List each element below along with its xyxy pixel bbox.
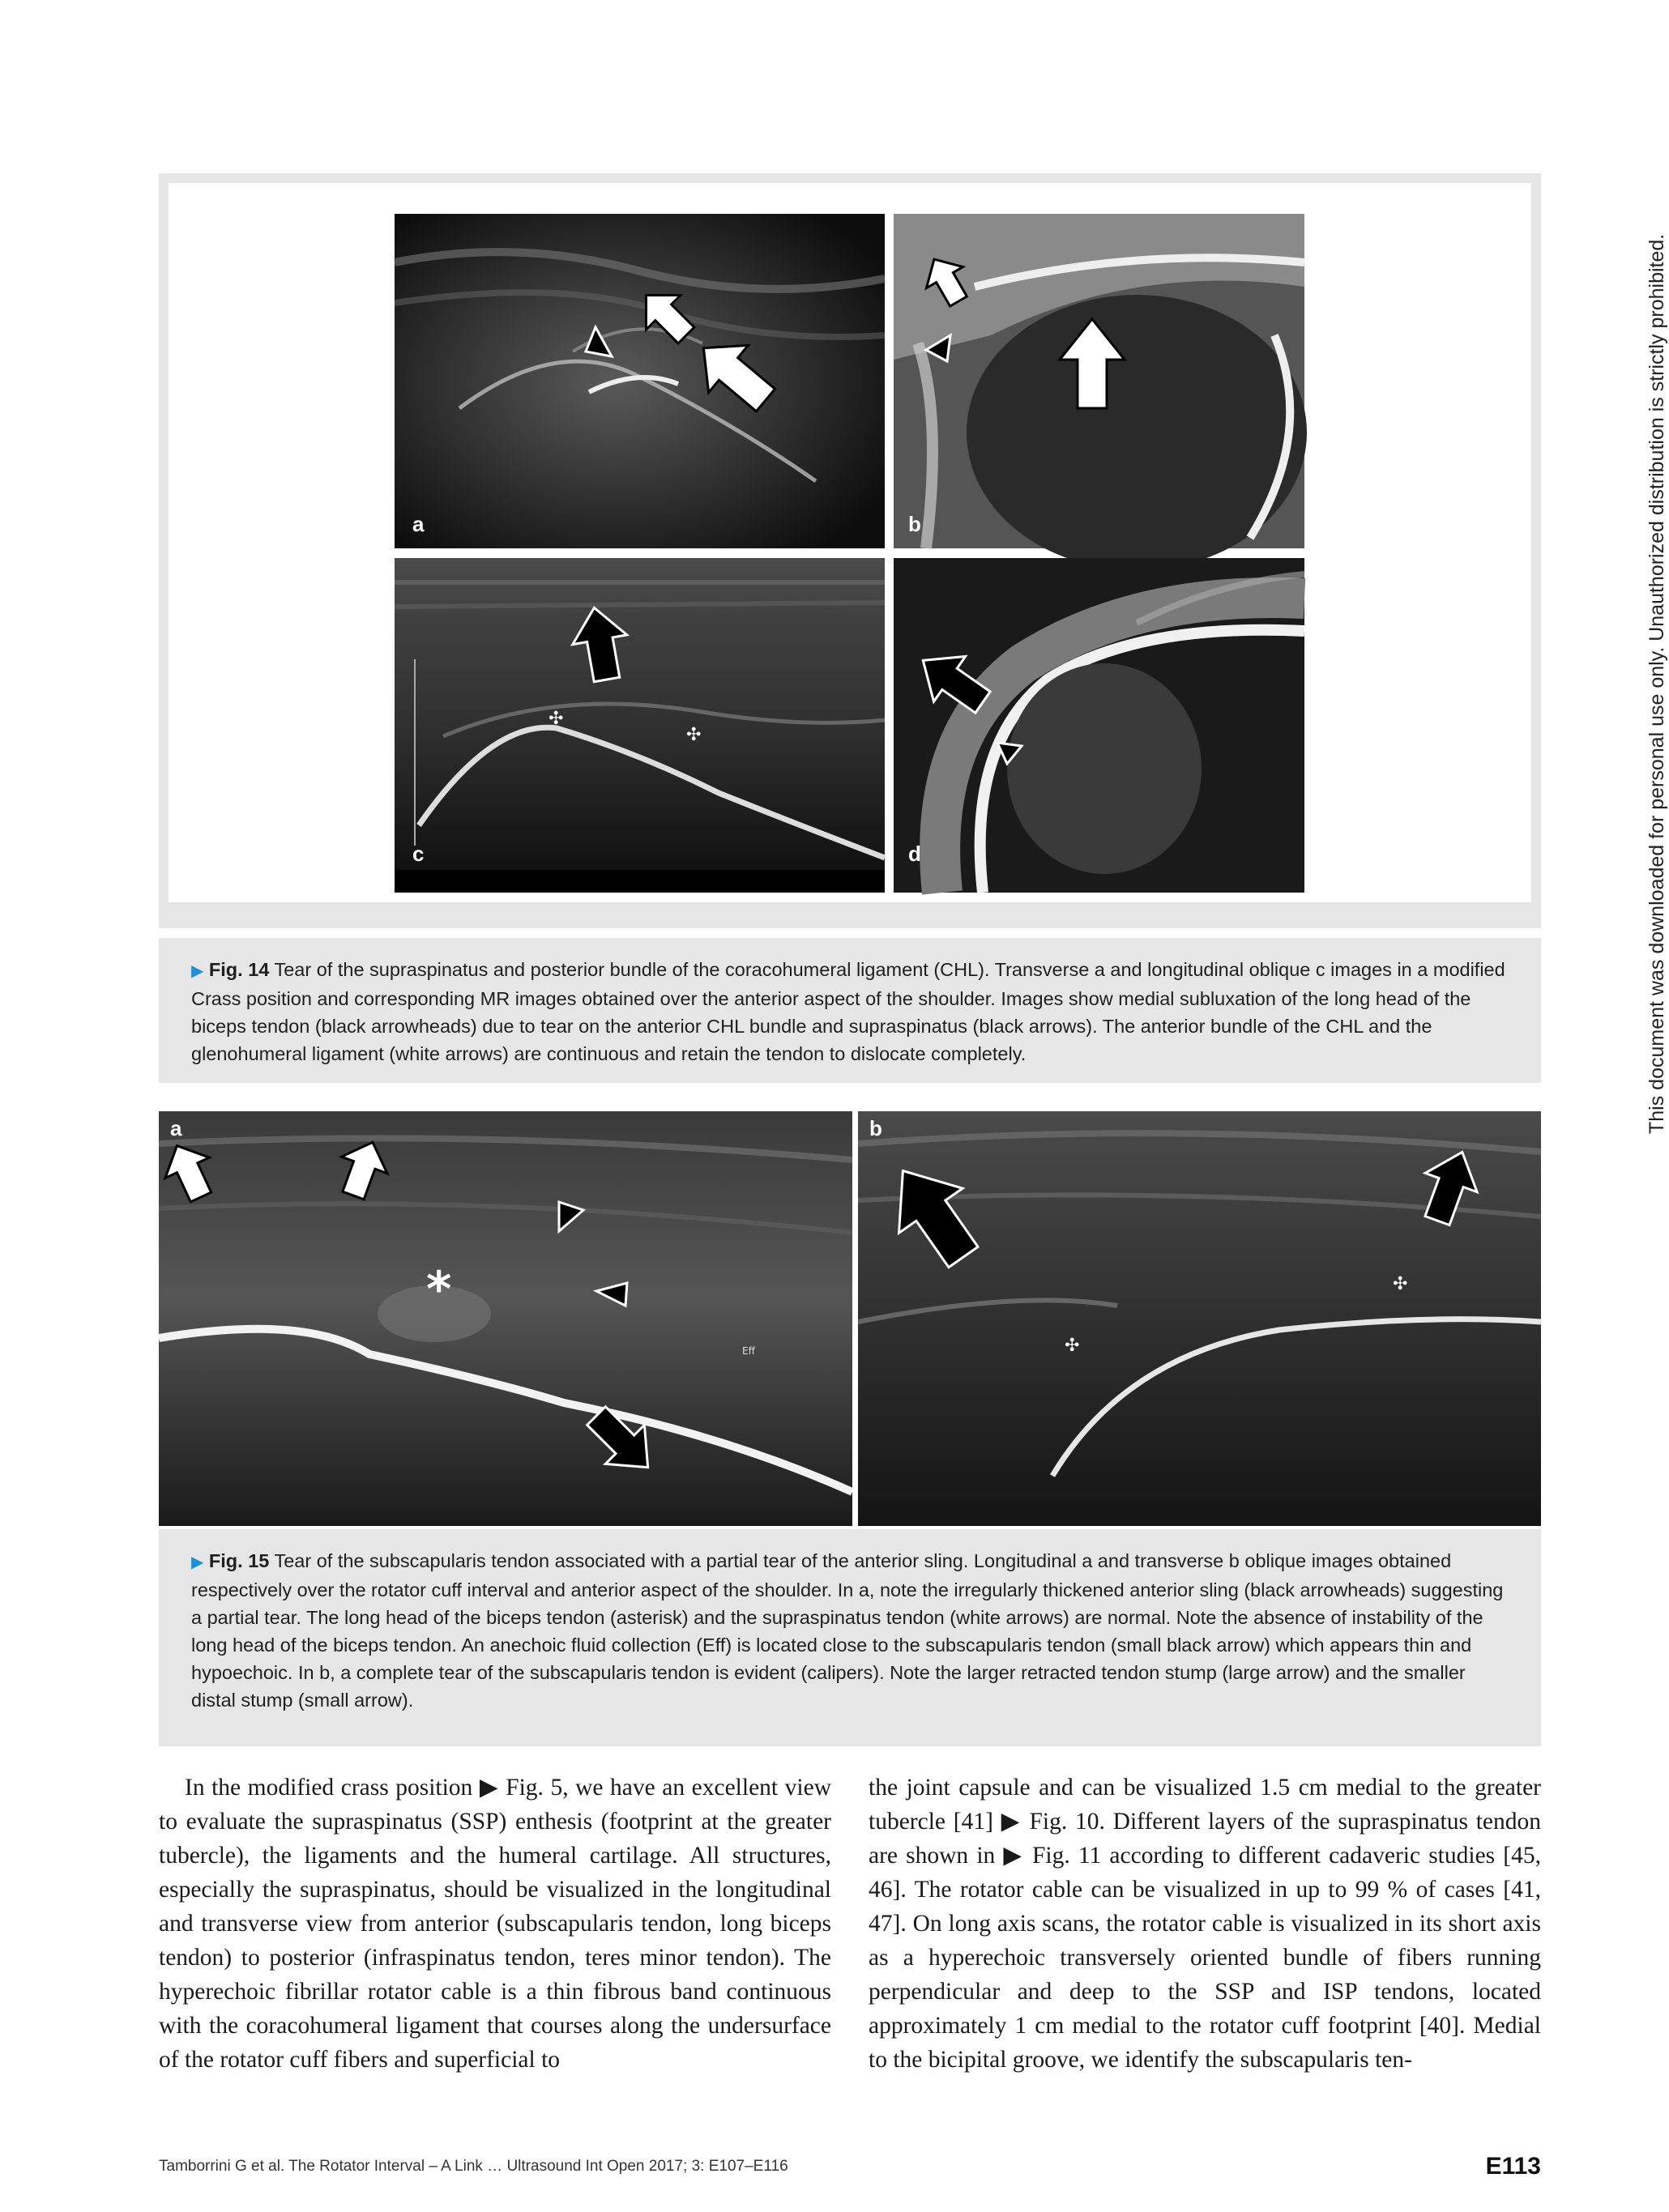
mr-image — [894, 558, 1304, 893]
page-number: E113 — [1485, 2153, 1541, 2180]
panel-label: c — [412, 842, 425, 866]
figure-14-panel-d — [894, 558, 1304, 893]
figure-14-panel-b — [894, 214, 1304, 548]
ultrasound-image — [395, 558, 885, 893]
svg-text:✣: ✣ — [1393, 1274, 1408, 1294]
figure-14-caption-text: Tear of the supraspinatus and posterior bundle of the coracohumeral ligament (CHL). Transverse a and longitudinal oblique c images in a modified Crass position and corresponding MR images obtained over the anterior aspect of the shoulder. Images show medial subluxation of the long head of the biceps tendon (black arrowheads) due to tear on the anterior CHL bundle and supraspinatus (black arrows). The anterior bundle of the CHL and the glenohumeral ligament (white arrows) are continuous and retain the tendon to dislocate completely. — [191, 959, 1505, 1064]
ultrasound-image — [159, 1111, 852, 1526]
panel-label: b — [869, 1116, 882, 1140]
body-text-right-column: the joint capsule and can be visualized 1.5 cm medial to the greater tubercle [41] ▶ Fig. 10. Different layers of the supraspinatus tendon are shown in ▶ Fig. 11 according to different cadaveric studies [45, 46]. The rotator cable can be visualized in up to 99 % of cases [41, 47]. On long axis scans, the rotator cable is visualized in its short axis as a hyperechoic transversely oriented bundle of fibers running perpendicular and deep to the SSP and ISP tendons, located approximately 1 cm medial to the rotator cuff footprint [40]. Medial to the bicipital groove, we identify the subscapularis ten- — [869, 1775, 1541, 2073]
svg-text:✣: ✣ — [1065, 1336, 1080, 1356]
footer-citation: Tamborrini G et al. The Rotator Interval – A Link … Ultrasound Int Open 2017; 3: E107–E116 — [159, 2158, 788, 2175]
ultrasound-image — [858, 1111, 1541, 1526]
figure-14-number: Fig. 14 — [208, 959, 270, 980]
figure-pointer-icon: ▶ — [191, 1554, 204, 1571]
eff-annotation: Eff — [742, 1345, 755, 1357]
download-notice: This document was downloaded for personal use only. Unauthorized distribution is strictly prohibited. — [1646, 233, 1668, 1134]
figure-15-caption-box — [159, 1529, 1541, 1746]
figure-15-caption — [191, 1547, 1512, 1714]
svg-text:✣: ✣ — [686, 725, 702, 745]
figure-14-caption — [191, 956, 1512, 1068]
figure-15-panel-a — [159, 1111, 852, 1526]
figure-14-panel-a — [395, 214, 885, 548]
figure-14-caption-box — [159, 938, 1541, 1083]
mr-image — [894, 214, 1304, 548]
figure-15-caption-text: Tear of the subscapularis tendon associated with a partial tear of the anterior sling. Longitudinal a and transverse b oblique images obtained respectively over the rotator cuff interval and anterior aspect of the shoulder. In a, note the irregularly thickened anterior sling (black arrowheads) suggesting a partial tear. The long head of the biceps tendon (asterisk) and the supraspinatus tendon (white arrows) are normal. Note the absence of instability of the long head of the biceps tendon. An anechoic fluid collection (Eff) is located close to the subscapularis tendon (small black arrow) which appears thin and hypoechoic. In b, a complete tear of the subscapularis tendon is evident (calipers). Note the larger retracted tendon stump (large arrow) and the smaller distal stump (small arrow). — [191, 1550, 1504, 1711]
panel-label: a — [170, 1116, 182, 1140]
figure-15-panel-b — [858, 1111, 1541, 1526]
figure-pointer-icon: ▶ — [191, 962, 204, 980]
svg-text:✣: ✣ — [549, 709, 564, 729]
body-text-left-column: In the modified crass position ▶ Fig. 5, we have an excellent view to evaluate the supraspinatus (SSP) enthesis (footprint at the greater tubercle), the ligaments and the humeral cartilage. All structures, especially the supraspinatus, should be visualized in the longitudinal and transverse view from anterior (subscapularis tendon, long biceps tendon) to posterior (infraspinatus tendon, teres minor tendon). The hyperechoic fibrillar rotator cable is a thin fibrous band continuous with the coracohumeral ligament that courses along the undersurface of the rotator cuff fibers and superficial to — [159, 1775, 831, 2073]
figure-15-number: Fig. 15 — [208, 1550, 270, 1571]
panel-label: d — [908, 842, 921, 866]
panel-label: a — [412, 512, 425, 536]
asterisk-marker: * — [426, 1261, 452, 1318]
figure-14-panel-c — [395, 558, 885, 893]
ultrasound-image — [395, 214, 885, 548]
panel-label: b — [908, 512, 921, 536]
